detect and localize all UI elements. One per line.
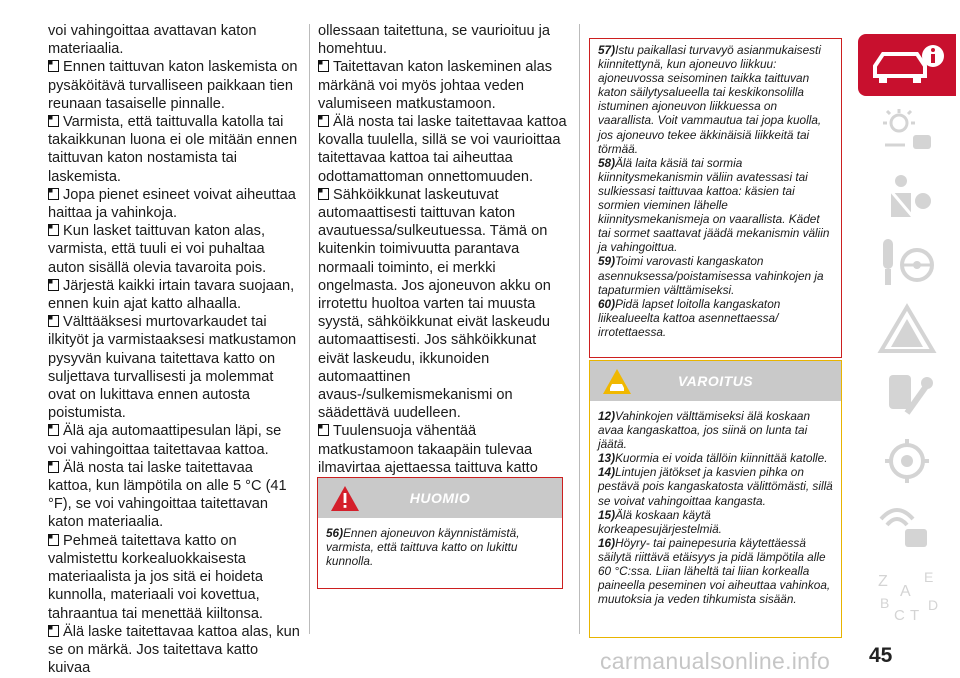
warning-item-text: Älä koskaan käytä korkeapesujärjestelmiä.	[598, 507, 722, 536]
tab-safety[interactable]	[858, 166, 956, 228]
caution-box-title: HUOMIO	[409, 490, 471, 506]
warning-item	[598, 43, 833, 156]
index-letter: D	[928, 597, 939, 613]
checkbox-bullet-icon	[48, 625, 59, 637]
checkbox-bullet-icon	[48, 188, 59, 200]
paragraph	[48, 623, 300, 678]
checkbox-bullet-icon	[48, 424, 59, 436]
paragraph-text: Pehmeä taitettava katto on valmistettu korkealuokkaisesta materiaalista ja jos sitä ei hoideta kunnolla, materiaali voi kovettua, tahraantua tai menettää kiiltonsa.	[48, 532, 263, 622]
caution-box-body	[590, 401, 841, 612]
warning-item	[598, 465, 833, 507]
paragraph	[48, 186, 300, 222]
multimedia-icon	[877, 501, 937, 553]
page-number: 45	[869, 644, 893, 667]
paragraph	[318, 186, 570, 423]
warning-item-number: 56)	[326, 526, 344, 540]
warning-item-text: Istu paikallasi turvavyö asianmukaisesti kiinnitettynä, kun ajoneuvo liikkuu: ajoneuvossa seisominen taikka taittuvan katon säilytysalueella tai keskikonsolilla istuminen ajoneuvon liikkuessa on vaarallista. Voit vammautua tai jopa kuolla, jos ajoneuvo tekee äkkinäisiä liikkeitä tai törmää.	[598, 43, 822, 156]
warning-item	[598, 508, 833, 536]
caution-box-header	[590, 361, 841, 401]
caution-box-header	[318, 478, 562, 518]
warning-item-number: 15)	[598, 507, 616, 522]
paragraph-text: Älä nosta tai laske taitettavaa kattoa kovalla tuulella, sillä se voi vaurioittaa taitettavaa kattoa tai aiheuttaa odottamattoman onnettomuuden.	[318, 114, 567, 185]
tab-index[interactable]	[858, 564, 956, 626]
column-divider	[579, 24, 580, 634]
paragraph	[48, 222, 300, 277]
checkbox-bullet-icon	[318, 424, 329, 436]
warning-item-number: 13)	[598, 451, 616, 466]
checkbox-bullet-icon	[48, 224, 59, 236]
warning-item-number: 57)	[598, 43, 616, 57]
warning-item-number: 12)	[598, 409, 616, 423]
warning-item	[598, 297, 833, 339]
index-letter: B	[880, 595, 890, 611]
checkbox-bullet-icon	[318, 115, 329, 127]
checkbox-bullet-icon	[48, 315, 59, 327]
paragraph	[48, 313, 300, 422]
paragraph-text: Tuulensuoja vähentää matkustamoon takaapäin tulevaa ilmavirtaa ajettaessa taittuva katto	[318, 423, 538, 476]
paragraph	[48, 277, 300, 313]
checkbox-bullet-icon	[318, 60, 329, 72]
warning-item-text: Kuormia ei voida tällöin kiinnittää katolle.	[615, 451, 828, 466]
paragraph-text: Kun lasket taittuvan katon alas, varmista, että tuuli ei voi puhaltaa auton sisällä olevia tavaroita pois.	[48, 223, 267, 276]
warning-item	[326, 526, 554, 568]
checkbox-bullet-icon	[48, 279, 59, 291]
watermark: carmanualsonline.info	[600, 648, 831, 674]
tab-dashboard[interactable]	[858, 100, 956, 162]
checkbox-bullet-icon	[48, 534, 59, 546]
index-letter: Z	[878, 573, 888, 590]
chapter-tab-sidebar	[858, 34, 956, 632]
checkbox-bullet-icon	[48, 461, 59, 473]
tab-car-info[interactable]	[858, 34, 956, 96]
paragraph	[48, 58, 300, 113]
column-divider	[309, 24, 310, 634]
paragraph-text: Välttääksesi murtovarkaudet tai ilkityöt ja varmistaaksesi matkustamon pysyvän kuivana taitettava katto on suljettava turvallisesti ja molemmat ovat on lukittava ennen autosta poistumista.	[48, 314, 297, 422]
index-letter: T	[910, 607, 920, 624]
technical-data-icon	[877, 435, 937, 487]
caution-box-title: VAROITUS	[677, 373, 754, 389]
warning-item	[598, 409, 833, 451]
tab-starting-driving[interactable]	[858, 232, 956, 294]
warning-item-text: Toimi varovasti kangaskaton asennuksessa/poistamisessa vahinkojen ja tapaturmien välttämiseksi.	[598, 254, 824, 297]
text-column-middle	[318, 22, 570, 495]
text-column-left	[48, 22, 300, 677]
paragraph-text: Jopa pienet esineet voivat aiheuttaa haittaa ja vahinkoja.	[48, 186, 296, 222]
tab-technical-data[interactable]	[858, 430, 956, 492]
index-letter: C	[894, 607, 905, 624]
tab-emergency[interactable]	[858, 298, 956, 360]
warning-item-number: 58)	[598, 155, 616, 170]
wrench-maintenance-icon	[877, 369, 937, 421]
caution-box-varoitus	[589, 360, 842, 638]
warning-item-number: 60)	[598, 296, 616, 311]
paragraph-text: Varmista, että taittuvalla katolla tai takaikkunan luona ei ole mitään ennen taittuvan katon nostamista tai laskemista.	[48, 114, 298, 185]
warning-item-text: Pidä lapset loitolla kangaskaton liikealueelta kattoa asennettaessa/ irrotettaessa.	[598, 296, 781, 339]
warning-item-number: 59)	[598, 254, 616, 269]
paragraph	[48, 459, 300, 532]
paragraph	[318, 58, 570, 113]
checkbox-bullet-icon	[318, 188, 329, 200]
warning-item-text: Lintujen jätökset ja kasvien pihka on pestävä pois kangaskatosta välittömästi, sillä se voivat vahingoittaa kangasta.	[598, 465, 833, 508]
checkbox-bullet-icon	[48, 115, 59, 127]
warning-item-text: Vahinkojen välttämiseksi älä koskaan avaa kangaskattoa, jos siinä on lunta tai jäätä.	[598, 409, 811, 452]
dashboard-lights-icon	[877, 105, 937, 157]
paragraph	[48, 422, 300, 458]
caution-box-huomio	[317, 477, 563, 589]
paragraph	[48, 532, 300, 623]
paragraph-text: Ennen taittuvan katon laskemista on pysäköitävä turvalliseen paikkaan tien reunaan tasaiselle pinnalle.	[48, 59, 298, 112]
danger-box-body	[590, 39, 841, 345]
index-letter: A	[900, 583, 911, 600]
paragraph-text: Älä aja automaattipesulan läpi, se voi vahingoittaa taitettavaa kattoa.	[48, 423, 282, 458]
paragraph	[318, 22, 570, 58]
key-steering-icon	[877, 235, 937, 291]
danger-box	[589, 38, 842, 358]
paragraph-text: voi vahingoittaa avattavan katon materiaalia.	[48, 23, 257, 58]
warning-item-number: 14)	[598, 465, 616, 480]
car-info-icon	[865, 40, 949, 90]
paragraph	[318, 113, 570, 186]
paragraph-text: Älä laske taitettavaa kattoa alas, kun se on märkä. Jos taitettava katto kuivaa	[48, 623, 300, 677]
warning-item	[598, 451, 833, 465]
paragraph-text: Sähköikkunat laskeutuvat automaattisesti taittuvan katon avautuessa/sulkeutuessa. Tämä on kuitenkin toimivuutta parantava normaali toiminto, ei merkki ongelmasta. Jos ajoneuvon akku on irrotettu huoltoa varten tai muusta syystä, sähköikkunat eivät laskeudu automaattisesti. Jos sähköikkunat eivät laskeudu, ikkunoiden automaattinen avaus-/sulkemismekanismi on säädettävä uudelleen.	[318, 186, 551, 422]
alphabetical-index-icon	[872, 566, 942, 624]
caution-box-body	[318, 518, 562, 574]
warning-item-number: 16)	[598, 535, 616, 550]
checkbox-bullet-icon	[48, 60, 59, 72]
warning-item	[598, 156, 833, 255]
paragraph	[48, 113, 300, 186]
seatbelt-safety-icon	[877, 171, 937, 223]
paragraph-text: Älä nosta tai laske taitettavaa kattoa, kun lämpötila on alle 5 °C (41 °F), se voi vahingoittaa taitettavan katon materiaalia.	[48, 459, 287, 531]
paragraph-text: Järjestä kaikki irtain tavara suojaan, ennen kuin ajat katto alhaalla.	[48, 277, 295, 313]
warning-item-text: Älä laita käsiä tai sormia kiinnitysmekanismin väliin avatessasi tai sulkiessasi taittuvaa kattoa: käsien tai sormien vieminen lähelle kiinnitysmekanismeja on vaarallista. Kädet tai sormet saattavat jäädä mekanismin väliin ja vahingoittua.	[598, 155, 830, 255]
warning-item-text: Höyry- tai painepesuria käytettäessä säilytä riittävä etäisyys ja pidä lämpötila alle 60 °C:ssa. Liian läheltä tai liian korkealla paineella peseminen voi aiheuttaa vahinkoa, muutoksia ja veden tihkumista sisään.	[598, 535, 831, 607]
index-letter: E	[924, 569, 934, 585]
warning-item-text: Ennen ajoneuvon käynnistämistä, varmista, että taittuva katto on lukittu kunnolla.	[326, 526, 520, 569]
warning-item	[598, 254, 833, 296]
paragraph	[48, 22, 300, 58]
tab-multimedia[interactable]	[858, 496, 956, 558]
warning-item	[598, 536, 833, 606]
paragraph-text: ollessaan taitettuna, se vaurioituu ja homehtuu.	[318, 23, 551, 58]
paragraph-text: Taitettavan katon laskeminen alas märkänä voi myös johtaa veden valumiseen matkustamoon.	[318, 59, 553, 112]
tab-maintenance[interactable]	[858, 364, 956, 426]
warning-triangle-icon	[877, 303, 937, 355]
